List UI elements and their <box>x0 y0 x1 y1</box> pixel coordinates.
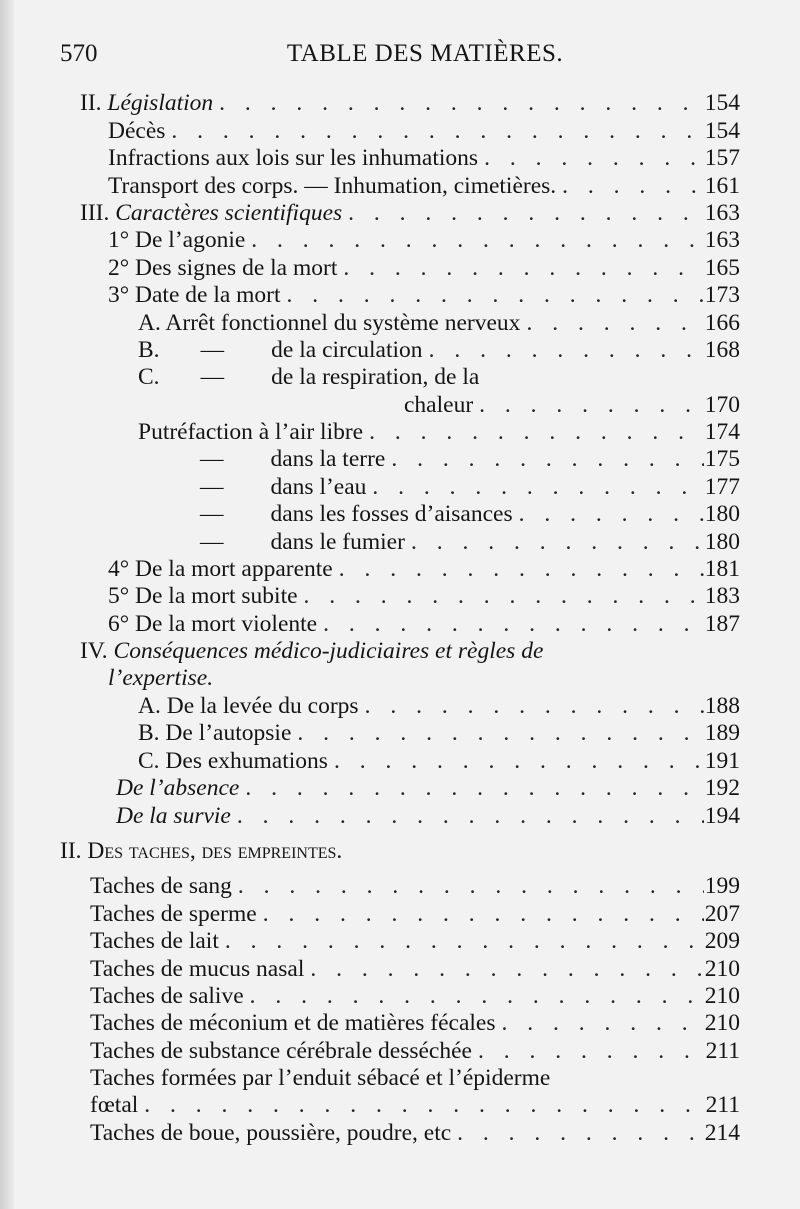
dot-leader <box>317 611 704 638</box>
toc-entry-fosses <box>60 501 740 528</box>
page-ref: 157 <box>704 145 740 172</box>
page-ref: 188 <box>704 692 740 719</box>
toc-entry-consequences-cont: l’expertise. <box>108 665 214 692</box>
page-ref: 191 <box>704 747 740 774</box>
entry-title: Taches formées par l’enduit sébacé et l’épiderme <box>90 1064 551 1091</box>
page-ref: 214 <box>704 1119 740 1146</box>
entry-title: De l’absence <box>116 775 240 802</box>
toc-entry-circulation <box>60 337 740 364</box>
entry-title: De la survie <box>116 802 231 829</box>
dot-leader <box>291 720 704 747</box>
dot-leader <box>298 583 704 610</box>
page-ref: 175 <box>704 446 740 473</box>
entry-title: Législation <box>107 90 214 117</box>
page-ref: 207 <box>704 900 740 927</box>
page-ref: 210 <box>704 1010 740 1037</box>
page-ref: 174 <box>704 419 740 446</box>
page-ref: 211 <box>705 1092 740 1119</box>
toc-entry-violente <box>60 610 740 637</box>
toc-entry-consequences: IV. Conséquences médico-judiciaires et règles de <box>80 637 544 664</box>
page-ref: 183 <box>704 583 740 610</box>
page-ref: 187 <box>704 610 740 637</box>
entry-title: — dans l’eau <box>200 473 367 500</box>
dot-leader <box>472 1038 704 1065</box>
entry-title: Caractères scientifiques <box>115 199 343 226</box>
toc-entry-signes <box>60 254 740 281</box>
toc-entry-respiration-cont <box>60 391 740 418</box>
toc-entry-fumier <box>60 528 740 555</box>
toc-entry-autopsie <box>60 720 740 747</box>
entry-title: Putréfaction à l’air libre <box>138 419 364 446</box>
toc-entry-agonie <box>60 227 740 254</box>
page-ref: 170 <box>704 391 740 418</box>
entry-continuation: l’expertise <box>108 665 208 692</box>
toc-entry-mucus <box>60 955 740 982</box>
entry-title: 5° De la mort subite <box>108 583 298 610</box>
dot-leader <box>239 775 704 802</box>
dot-leader <box>244 983 704 1010</box>
page-ref: 161 <box>704 172 740 199</box>
toc-entry-sang <box>60 873 740 900</box>
entry-title: Infractions aux lois sur les inhumations <box>108 145 479 172</box>
entry-continuation: chaleur <box>404 391 474 418</box>
page-ref: 163 <box>704 227 740 254</box>
page-ref: 154 <box>704 117 740 144</box>
dot-leader <box>304 956 704 983</box>
dot-leader <box>556 173 704 200</box>
entry-title: 6° De la mort violente <box>108 610 318 637</box>
page-ref: 168 <box>704 336 740 363</box>
dot-leader <box>342 200 704 227</box>
entry-title: Taches de sang <box>90 873 232 900</box>
page-ref: 180 <box>704 501 740 528</box>
page-ref: 180 <box>704 528 740 555</box>
toc-entry-terre <box>60 446 740 473</box>
dot-leader <box>520 310 704 337</box>
dot-leader <box>337 255 704 282</box>
toc-entry-date <box>60 282 740 309</box>
entry-title: B. De l’autopsie <box>138 720 292 747</box>
dot-leader <box>213 90 704 117</box>
toc-entry-legislation: II. Législation . . . 154 <box>60 90 740 117</box>
page-ref: 163 <box>704 199 740 226</box>
entry-title: Taches de lait <box>90 928 219 955</box>
page-ref: 177 <box>704 473 740 500</box>
page-header <box>60 40 750 76</box>
entry-title: Taches de méconium et de matières fécales <box>90 1010 496 1037</box>
page-ref: 209 <box>704 928 740 955</box>
dot-leader <box>423 337 704 364</box>
page-ref: 173 <box>704 282 740 309</box>
section-title: Des taches, des empreintes. <box>87 837 343 864</box>
toc-entry-survie <box>60 802 740 829</box>
toc-entry-apparente <box>60 556 740 583</box>
toc-entry-sperme <box>60 900 740 927</box>
page-ref: 210 <box>704 982 740 1009</box>
entry-title: 4° De la mort apparente <box>108 556 333 583</box>
entry-title: Taches de mucus nasal <box>90 955 305 982</box>
entry-title: Conséquences médico-judiciaires et règles de <box>113 637 544 664</box>
dot-leader <box>513 501 704 528</box>
dot-leader <box>328 748 704 775</box>
toc-entry-cerebrale <box>60 1037 740 1064</box>
page-ref: 181 <box>704 556 740 583</box>
dot-leader <box>496 1010 705 1037</box>
dot-leader <box>245 227 704 254</box>
dot-leader <box>333 556 704 583</box>
page-ref: 210 <box>704 955 740 982</box>
toc-entry-subite <box>60 583 740 610</box>
dot-leader <box>405 529 704 556</box>
dot-leader <box>165 118 704 145</box>
dot-leader <box>232 873 704 900</box>
entry-title: — dans le fumier <box>200 528 405 555</box>
page-ref: 194 <box>704 802 740 829</box>
entry-title: A. Arrêt fonctionnel du système nerveux <box>138 309 521 336</box>
entry-title: Décès <box>108 117 166 144</box>
page-number: 570 <box>60 40 98 67</box>
toc-entry-boue <box>60 1119 740 1146</box>
page-ref: 166 <box>704 309 740 336</box>
page-edge <box>0 0 14 1209</box>
toc-entry-caracteres: III. Caractères scientifiques . . . 163 <box>60 200 740 227</box>
toc-entry-levee <box>60 693 740 720</box>
toc-entry-sebace-cont <box>60 1092 740 1119</box>
table-of-contents <box>60 90 740 1147</box>
entry-title: Transport des corps. — Inhumation, cimetières. <box>108 172 557 199</box>
toc-entry-respiration <box>60 364 740 391</box>
dot-leader <box>219 928 704 955</box>
page-ref: 165 <box>704 254 740 281</box>
entry-continuation: fœtal <box>90 1092 139 1119</box>
entry-title: Taches de substance cérébrale desséchée <box>90 1037 472 1064</box>
entry-title: B. — de la circulation <box>138 336 423 363</box>
section-heading-taches: II. Des taches, des empreintes. <box>60 837 343 864</box>
entry-title: — dans la terre <box>200 446 386 473</box>
entry-title: 3° Date de la mort <box>108 282 281 309</box>
entry-title: C. Des exhumations <box>138 747 328 774</box>
entry-title: Taches de salive <box>90 982 244 1009</box>
entry-title: 2° Des signes de la mort <box>108 254 338 281</box>
dot-leader <box>359 693 704 720</box>
dot-leader <box>257 901 704 928</box>
page-ref: 211 <box>705 1037 740 1064</box>
dot-leader <box>478 145 704 172</box>
entry-title: Taches de sperme <box>90 900 257 927</box>
toc-entry-exhumations <box>60 747 740 774</box>
toc-entry-lait <box>60 928 740 955</box>
toc-entry-salive <box>60 983 740 1010</box>
toc-entry-meconium <box>60 1010 740 1037</box>
dot-leader <box>231 803 704 830</box>
toc-entry-transport <box>60 172 740 199</box>
toc-entry-sebace <box>60 1065 740 1092</box>
toc-entry-putrefaction <box>60 419 740 446</box>
dot-leader <box>366 474 704 501</box>
page-ref: 154 <box>704 90 740 117</box>
entry-title: Taches de boue, poussière, poudre, etc <box>90 1119 452 1146</box>
toc-entry-deces <box>60 117 740 144</box>
entry-title: 1° De l’agonie <box>108 227 246 254</box>
page-ref: 199 <box>704 873 740 900</box>
running-title: TABLE DES MATIÈRES. <box>286 40 564 67</box>
dot-leader <box>363 419 704 446</box>
toc-entry-eau <box>60 473 740 500</box>
toc-entry-arret <box>60 309 740 336</box>
dot-leader <box>451 1120 704 1147</box>
entry-title: — dans les fosses d’aisances <box>200 501 513 528</box>
entry-title: C. — de la respiration, de la <box>138 363 480 390</box>
entry-title: A. De la levée du corps <box>138 692 359 719</box>
dot-leader <box>385 446 704 473</box>
dot-leader <box>281 282 704 309</box>
page-ref: 189 <box>704 720 740 747</box>
toc-entry-absence <box>60 775 740 802</box>
dot-leader <box>138 1092 704 1119</box>
toc-entry-infractions <box>60 145 740 172</box>
page-ref: 192 <box>704 775 740 802</box>
dot-leader <box>473 392 704 419</box>
